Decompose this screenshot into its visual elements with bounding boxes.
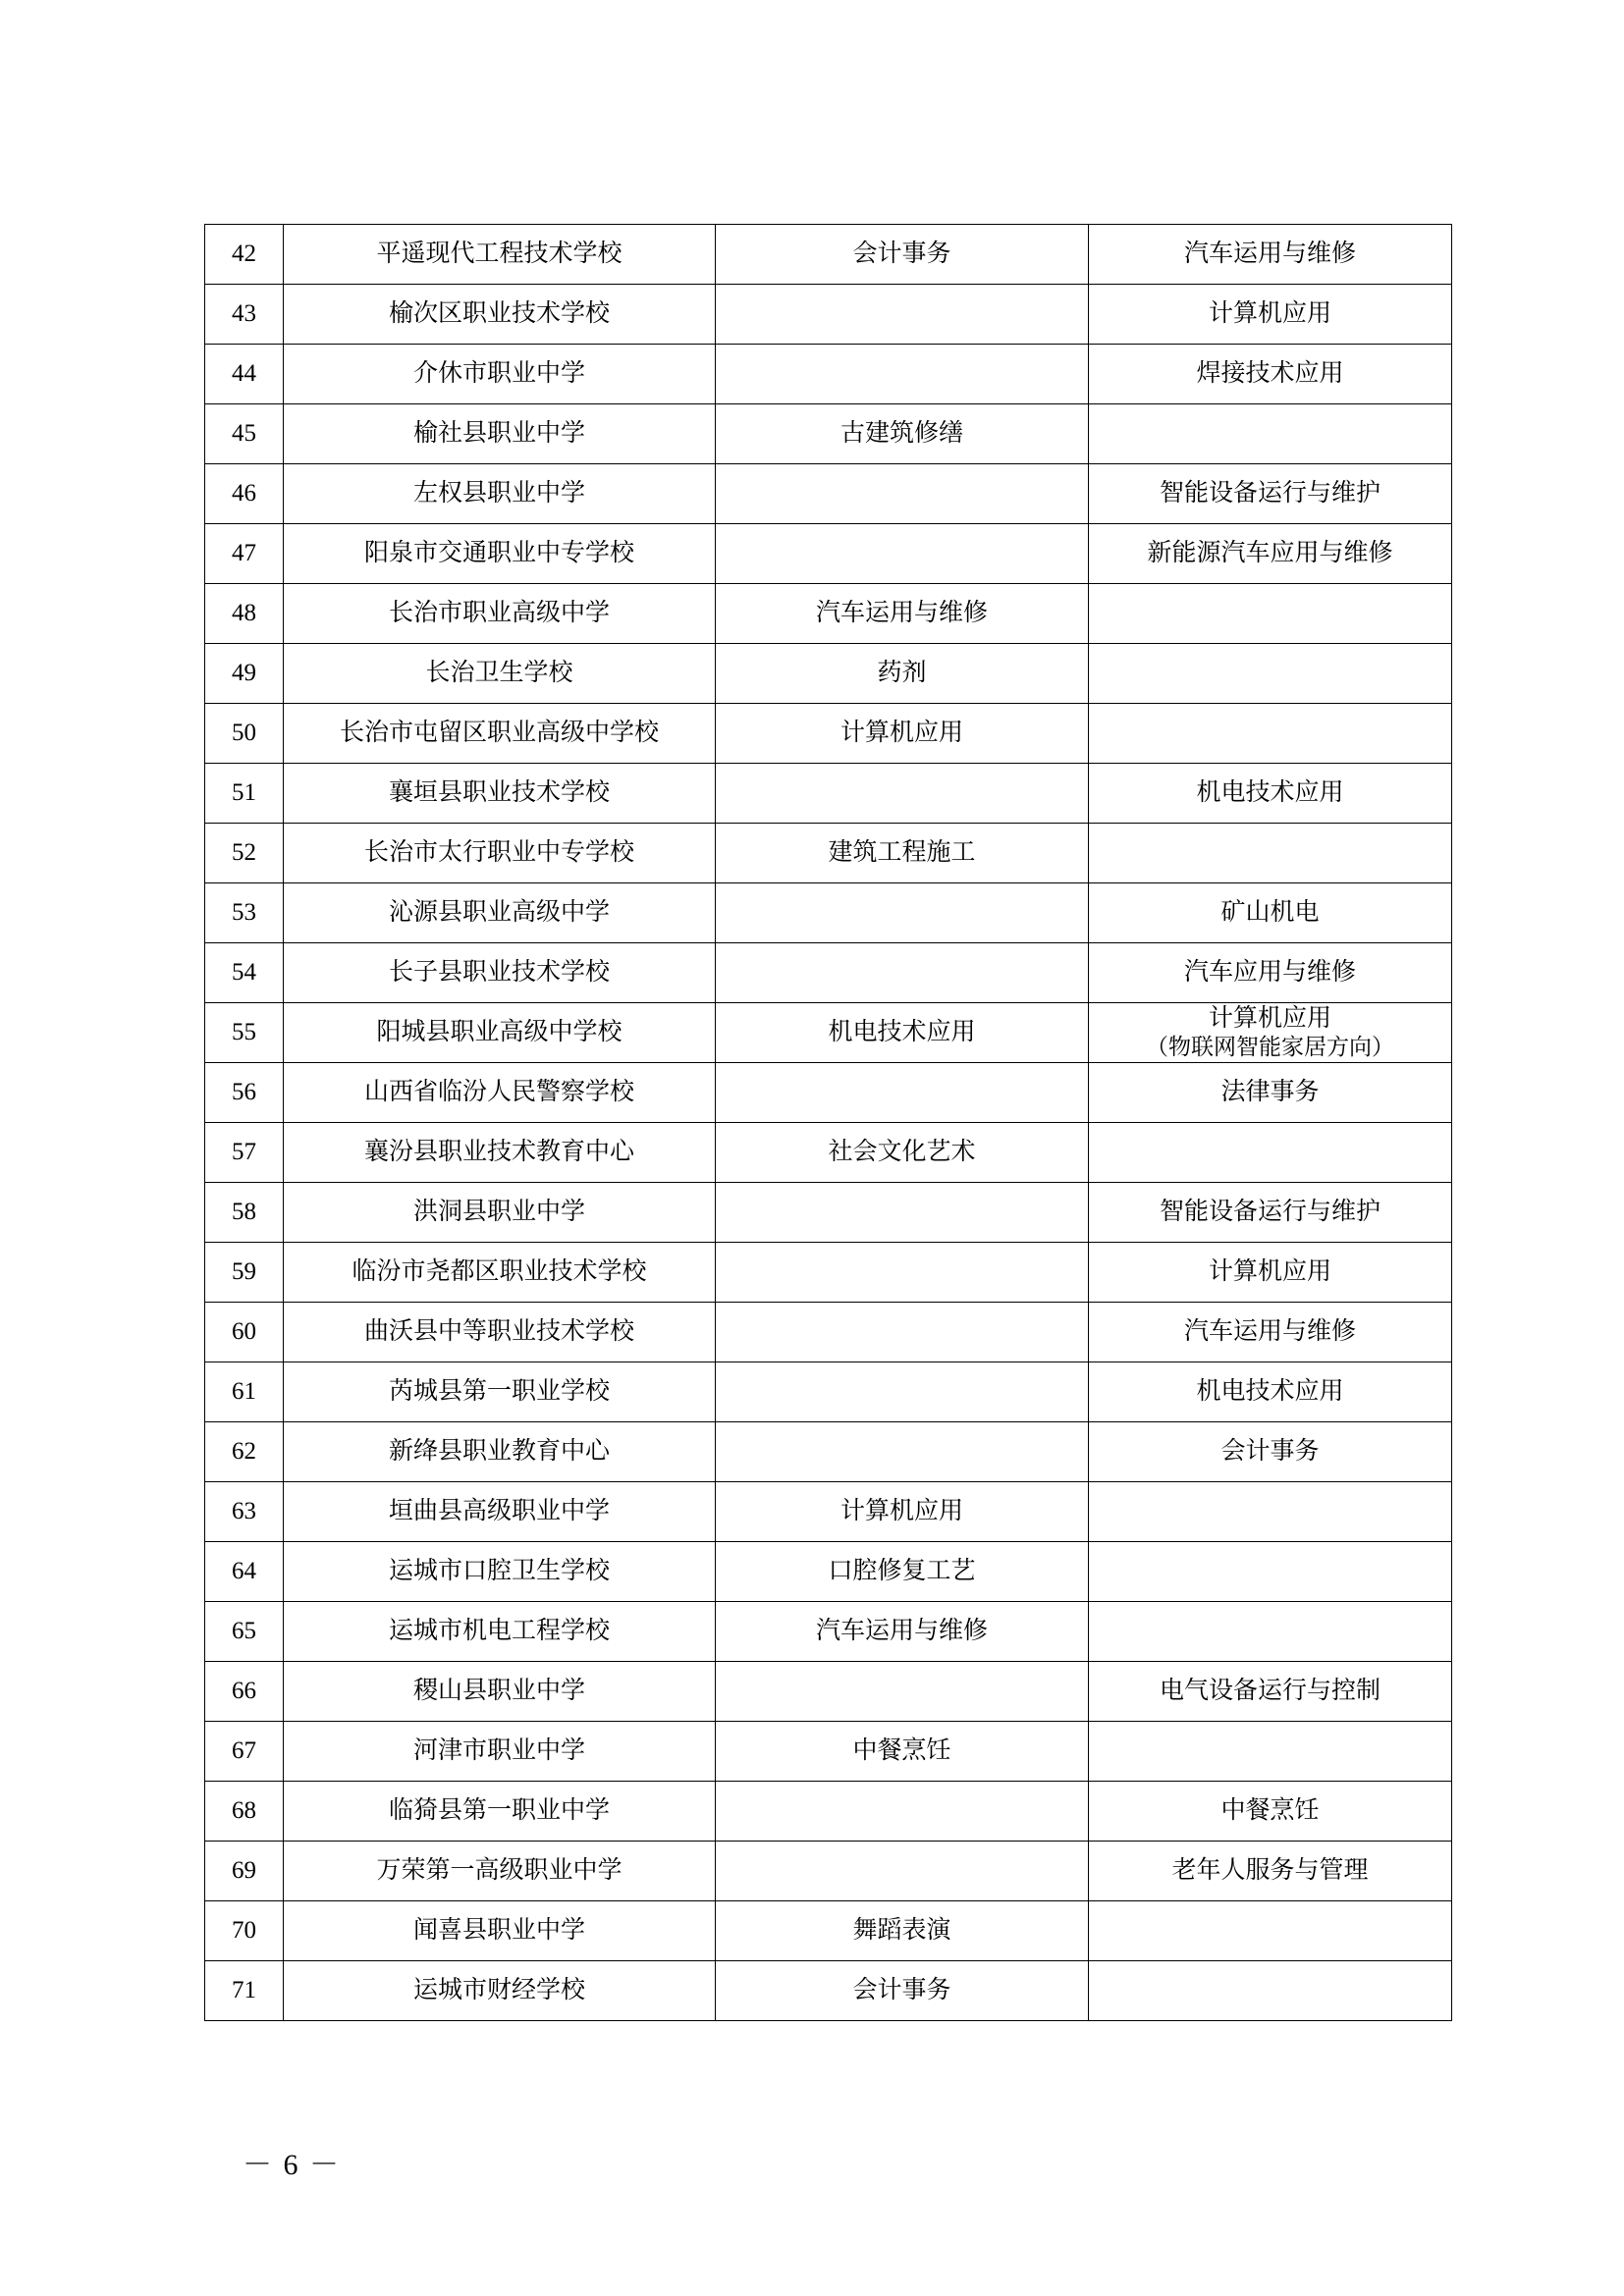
school-name: 万荣第一高级职业中学 [284,1842,716,1901]
row-index: 65 [205,1602,284,1662]
table-row [205,704,1452,764]
table-row [205,1782,1452,1842]
school-name: 榆社县职业中学 [284,404,716,464]
school-name: 左权县职业中学 [284,464,716,524]
row-index: 45 [205,404,284,464]
major-one: 古建筑修缮 [716,404,1089,464]
major-one: 中餐烹饪 [716,1722,1089,1782]
row-index: 55 [205,1003,284,1063]
major-one [716,1362,1089,1422]
major-two: 汽车运用与维修 [1089,225,1452,285]
table-row [205,1961,1452,2021]
row-index: 50 [205,704,284,764]
school-name: 新绛县职业教育中心 [284,1422,716,1482]
school-name: 临汾市尧都区职业技术学校 [284,1243,716,1303]
school-name: 运城市机电工程学校 [284,1602,716,1662]
school-name: 临猗县第一职业中学 [284,1782,716,1842]
school-name: 长子县职业技术学校 [284,943,716,1003]
major-one [716,1422,1089,1482]
table-row [205,1901,1452,1961]
page-footer [0,2140,1624,2183]
table-row [205,1542,1452,1602]
major-one [716,1782,1089,1842]
major-one [716,1303,1089,1362]
major-two: 中餐烹饪 [1089,1782,1452,1842]
row-index: 68 [205,1782,284,1842]
table-row [205,1003,1452,1063]
school-major-table [204,224,1452,2021]
row-index: 52 [205,824,284,883]
row-index: 46 [205,464,284,524]
school-name: 襄垣县职业技术学校 [284,764,716,824]
major-two [1089,1003,1452,1063]
school-name: 榆次区职业技术学校 [284,285,716,345]
major-two: 计算机应用 [1089,285,1452,345]
row-index: 53 [205,883,284,943]
row-index: 69 [205,1842,284,1901]
school-name: 曲沃县中等职业技术学校 [284,1303,716,1362]
major-two [1089,584,1452,644]
row-index: 44 [205,345,284,404]
school-name: 阳泉市交通职业中专学校 [284,524,716,584]
table-row [205,1602,1452,1662]
major-two [1089,1482,1452,1542]
row-index: 71 [205,1961,284,2021]
major-one [716,1183,1089,1243]
school-name: 长治市职业高级中学 [284,584,716,644]
major-two: 智能设备运行与维护 [1089,1183,1452,1243]
school-name: 介休市职业中学 [284,345,716,404]
major-one: 舞蹈表演 [716,1901,1089,1961]
major-one [716,345,1089,404]
row-index: 54 [205,943,284,1003]
table-row [205,943,1452,1003]
major-one: 会计事务 [716,1961,1089,2021]
table-row [205,404,1452,464]
school-name: 芮城县第一职业学校 [284,1362,716,1422]
row-index: 62 [205,1422,284,1482]
major-one [716,1842,1089,1901]
table-row [205,644,1452,704]
row-index: 64 [205,1542,284,1602]
major-two: 计算机应用 [1089,1243,1452,1303]
school-name: 运城市财经学校 [284,1961,716,2021]
major-two: 老年人服务与管理 [1089,1842,1452,1901]
table-row [205,1362,1452,1422]
major-one: 药剂 [716,644,1089,704]
major-two [1089,1722,1452,1782]
school-name: 阳城县职业高级中学校 [284,1003,716,1063]
major-one: 计算机应用 [716,704,1089,764]
major-one [716,1243,1089,1303]
school-name: 闻喜县职业中学 [284,1901,716,1961]
row-index: 61 [205,1362,284,1422]
major-two: 机电技术应用 [1089,1362,1452,1422]
school-name: 长治卫生学校 [284,644,716,704]
major-one [716,285,1089,345]
major-two: 会计事务 [1089,1422,1452,1482]
page-number: － 6 － [243,2149,341,2181]
major-one: 会计事务 [716,225,1089,285]
row-index: 58 [205,1183,284,1243]
major-two-main: 计算机应用 [1208,1005,1331,1032]
table-body [205,225,1452,2021]
table-row [205,345,1452,404]
major-one [716,764,1089,824]
major-two [1089,1602,1452,1662]
table-row [205,584,1452,644]
major-two: 汽车应用与维修 [1089,943,1452,1003]
row-index: 63 [205,1482,284,1542]
school-name: 长治市太行职业中专学校 [284,824,716,883]
table-row [205,1662,1452,1722]
table-row [205,1722,1452,1782]
school-name: 垣曲县高级职业中学 [284,1482,716,1542]
major-two: 机电技术应用 [1089,764,1452,824]
major-one: 计算机应用 [716,1482,1089,1542]
major-two [1089,644,1452,704]
row-index: 67 [205,1722,284,1782]
row-index: 60 [205,1303,284,1362]
row-index: 66 [205,1662,284,1722]
major-one: 社会文化艺术 [716,1123,1089,1183]
major-two-note: （物联网智能家居方向） [1146,1035,1394,1060]
row-index: 70 [205,1901,284,1961]
school-name: 稷山县职业中学 [284,1662,716,1722]
major-two: 汽车运用与维修 [1089,1303,1452,1362]
row-index: 43 [205,285,284,345]
school-name: 山西省临汾人民警察学校 [284,1063,716,1123]
major-one: 口腔修复工艺 [716,1542,1089,1602]
major-one [716,943,1089,1003]
table-row [205,764,1452,824]
school-name: 洪洞县职业中学 [284,1183,716,1243]
major-two [1089,404,1452,464]
row-index: 49 [205,644,284,704]
row-index: 48 [205,584,284,644]
major-one [716,1662,1089,1722]
major-two [1089,1961,1452,2021]
major-two [1089,704,1452,764]
table-row [205,1842,1452,1901]
table-row [205,1123,1452,1183]
major-one [716,524,1089,584]
major-two [1089,1123,1452,1183]
major-two: 法律事务 [1089,1063,1452,1123]
major-one: 建筑工程施工 [716,824,1089,883]
table-row [205,883,1452,943]
major-one [716,883,1089,943]
table-row [205,824,1452,883]
major-one [716,464,1089,524]
school-name: 襄汾县职业技术教育中心 [284,1123,716,1183]
table-row [205,1063,1452,1123]
table-row [205,524,1452,584]
major-one: 汽车运用与维修 [716,1602,1089,1662]
major-two: 电气设备运行与控制 [1089,1662,1452,1722]
major-two [1089,1901,1452,1961]
major-two [1089,1542,1452,1602]
table-row [205,1183,1452,1243]
school-name: 河津市职业中学 [284,1722,716,1782]
major-one [716,1063,1089,1123]
school-name: 沁源县职业高级中学 [284,883,716,943]
table-row [205,1303,1452,1362]
table-row [205,1422,1452,1482]
major-two: 焊接技术应用 [1089,345,1452,404]
row-index: 51 [205,764,284,824]
school-name: 平遥现代工程技术学校 [284,225,716,285]
major-one: 汽车运用与维修 [716,584,1089,644]
table-row [205,285,1452,345]
row-index: 57 [205,1123,284,1183]
major-two: 智能设备运行与维护 [1089,464,1452,524]
major-two [1089,824,1452,883]
school-name: 运城市口腔卫生学校 [284,1542,716,1602]
school-name: 长治市屯留区职业高级中学校 [284,704,716,764]
row-index: 42 [205,225,284,285]
major-two: 新能源汽车应用与维修 [1089,524,1452,584]
table-row [205,1482,1452,1542]
major-one: 机电技术应用 [716,1003,1089,1063]
row-index: 59 [205,1243,284,1303]
table-row [205,464,1452,524]
major-two: 矿山机电 [1089,883,1452,943]
row-index: 56 [205,1063,284,1123]
row-index: 47 [205,524,284,584]
table-row [205,225,1452,285]
table-row [205,1243,1452,1303]
